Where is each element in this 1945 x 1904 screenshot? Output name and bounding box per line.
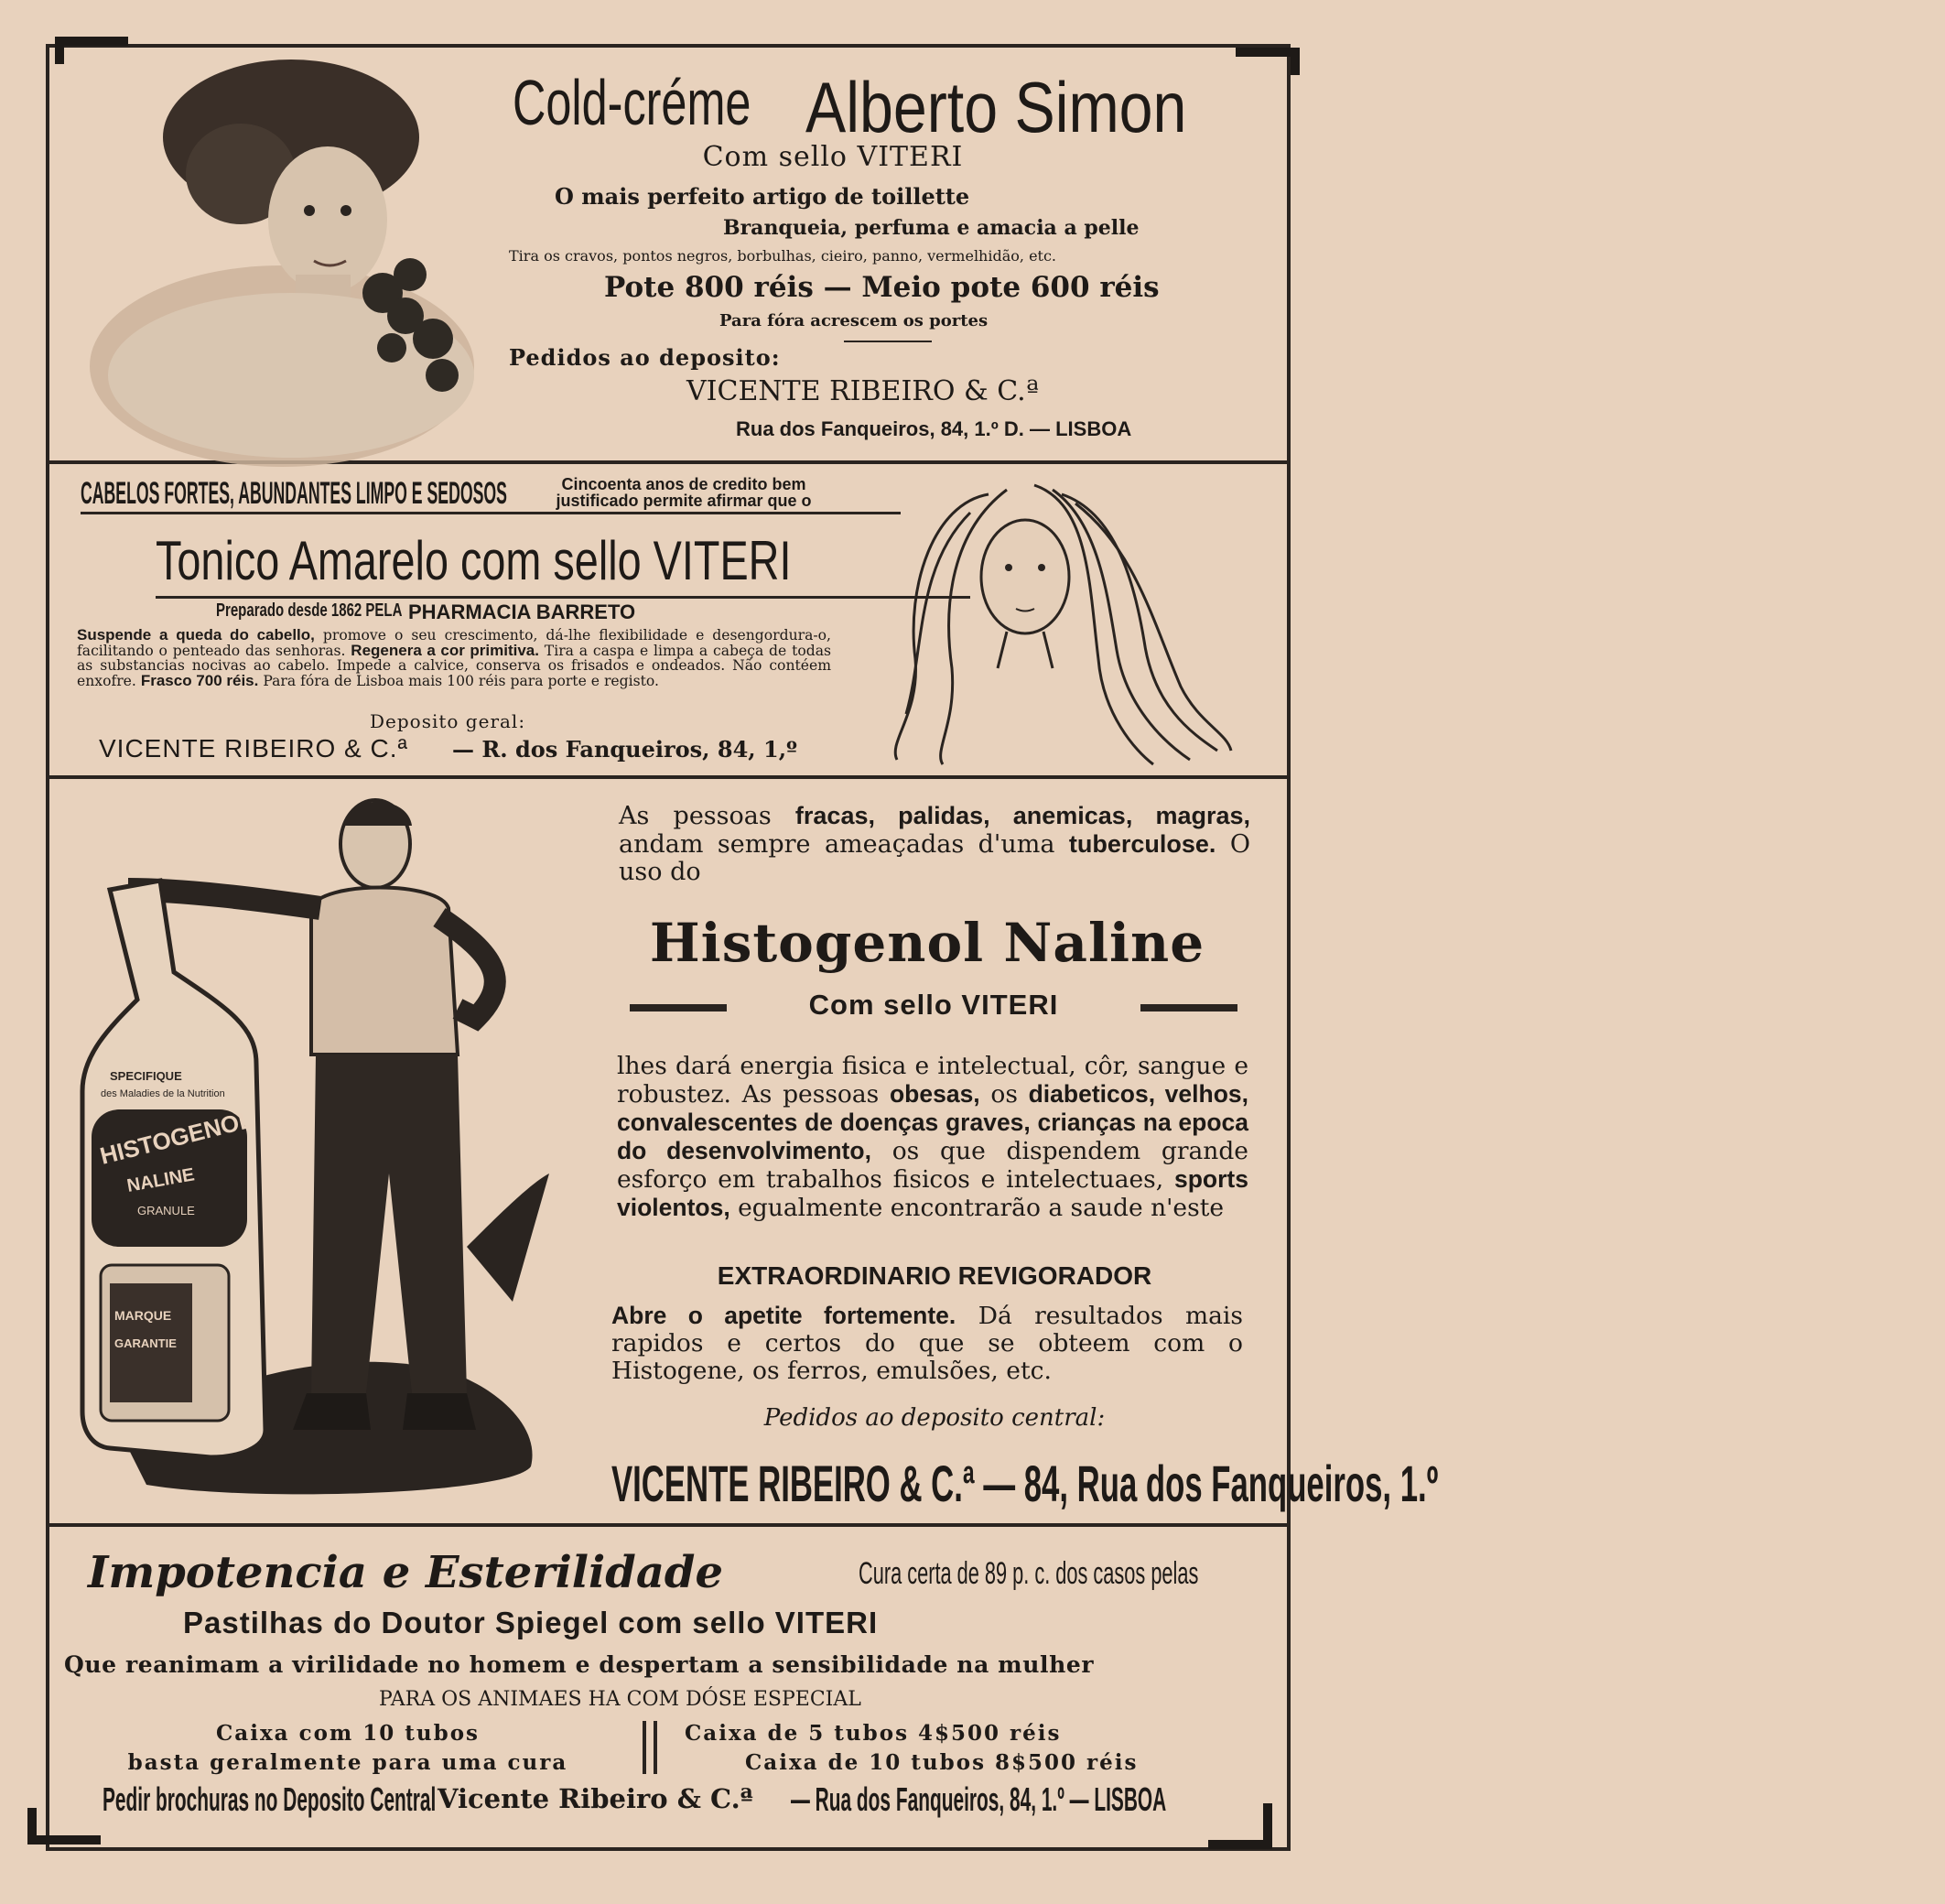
ad1-brand-wrap	[805, 66, 1254, 149]
ad3-body-b3: sports violentos,	[617, 1165, 1248, 1221]
ad3-seal-rule-left	[630, 1004, 727, 1012]
ad3-body-t2: os	[979, 1080, 1029, 1109]
ad2-product: Tonico Amarelo com sello VITERI	[156, 530, 792, 591]
ad3-intro	[619, 802, 1250, 886]
ad3-company-wrap	[611, 1454, 1945, 1513]
ad1-title-brand: Alberto Simon	[805, 67, 1187, 147]
ad3-body-t3: os que dispendem grande esforço em trabalhos fisicos e intelectuaes,	[617, 1137, 1248, 1194]
ad2-body-b2: Regenera a cor primitiva.	[351, 641, 539, 659]
corner-ornament-bottom-left	[27, 1808, 101, 1844]
ad2-credit: Cincoenta anos de credito bem justificado permite afirmar que o	[556, 475, 812, 510]
ad2-prep-prefix: Preparado desde 1862 PELA	[216, 600, 403, 621]
ad2-headline: CABELOS FORTES, ABUNDANTES LIMPO E SEDOSOS	[81, 476, 507, 511]
ad4-tagline: Que reanimam a virilidade no homem e despertam a sensibilidade na mulher	[64, 1651, 1095, 1678]
ad2-body-b1: Suspende a queda do cabello,	[77, 626, 315, 644]
ad3-revigorador: EXTRAORDINARIO REVIGORADOR	[717, 1261, 1152, 1290]
ad3-product: Histogenol Naline	[649, 912, 1205, 974]
ad4-box-left-2: basta geralmente para uma cura	[127, 1750, 568, 1775]
ad3-intro-t3: O uso do	[619, 830, 1250, 886]
ad1-rule	[844, 341, 932, 342]
bottle-label-5: GRANULE	[137, 1204, 195, 1217]
ad2-body	[77, 628, 831, 688]
ad1-title	[513, 66, 844, 139]
ad1-seal: Com sello VITERI	[702, 141, 964, 173]
ad3-seal: Com sello VITERI	[808, 989, 1059, 1021]
ad4-box-right-1: Caixa de 5 tubos 4$500 réis	[685, 1721, 1062, 1746]
ad2-deposit-address: — R. dos Fanqueiros, 84, 1,º	[452, 736, 798, 763]
ad3-appetite-t: Dá resultados mais rapidos e certos do que se obteem com o Histogene, os ferros, emulsões, etc.	[611, 1302, 1243, 1385]
ad4-product: Pastilhas do Doutor Spiegel com sello VITERI	[183, 1606, 879, 1639]
ad4-separator-b	[654, 1721, 657, 1774]
ad3-intro-t2: andam sempre ameaçadas d'uma	[619, 830, 1069, 859]
bottle-label-7: GARANTIE	[114, 1336, 177, 1350]
ad4-cure: Cura certa de 89 p. c. dos casos pelas	[859, 1556, 1199, 1591]
ad3-body-t4: egualmente encontrarão a saude n'este	[729, 1194, 1225, 1222]
ad1-line1: O mais perfeito artigo de toillette	[555, 183, 970, 210]
ad3-body-b2: diabeticos, velhos, convalescentes de doenças graves, crianças na epoca do desenvolvimento,	[617, 1080, 1248, 1164]
ad3-appetite	[611, 1302, 1243, 1385]
ad4-separator-a	[643, 1721, 646, 1774]
long-haired-woman-illustration	[879, 476, 1236, 769]
ad2-body-b3: Frasco 700 réis.	[140, 671, 259, 689]
ad3-body-b1: obesas,	[889, 1080, 980, 1108]
ad2-deposit-company: VICENTE RIBEIRO & C.ª	[99, 734, 408, 763]
bottle-label-4: NALINE	[125, 1164, 197, 1196]
bottle-label-3: HISTOGENOL	[97, 1105, 256, 1170]
ad3-intro-b1: fracas, palidas, anemicas, magras,	[794, 802, 1250, 829]
ad4-box-right	[685, 1719, 1139, 1778]
strongman-with-bottle-illustration	[73, 789, 586, 1512]
ad1-company: VICENTE RIBEIRO & C.ª	[686, 375, 1039, 407]
woman-portrait-illustration	[81, 64, 483, 449]
ad4-title: Impotencia e Esterilidade	[88, 1547, 724, 1598]
ad2-body-t1: promove o seu crescimento, dá-lhe flexibilidade e desengordura-o, facilitando o penteado das senhoras.	[77, 627, 831, 659]
ad2-deposit-label: Deposito geral:	[370, 710, 526, 732]
ad1-line3: Tira os cravos, pontos negros, borbulhas, cieiro, panno, vermelhidão, etc.	[509, 247, 1057, 265]
ad4-footer-address-wrap	[791, 1780, 1438, 1819]
ad1-title-prefix: Cold-créme	[513, 67, 751, 138]
ad1-orders: Pedidos ao deposito:	[509, 344, 781, 371]
divider-3	[46, 1523, 1291, 1527]
ad3-body	[617, 1053, 1248, 1222]
ad4-footer-address: — Rua dos Fanqueiros, 84, 1.º — LISBOA	[791, 1780, 1167, 1818]
ad4-cure-wrap	[859, 1556, 1389, 1592]
ad1-address: Rua dos Fanqueiros, 84, 1.º D. — LISBOA	[736, 417, 1132, 440]
ad2-product-wrap	[156, 529, 970, 599]
bottle-label-2: des Maladies de la Nutrition	[101, 1088, 225, 1099]
ad4-box-right-2: Caixa de 10 tubos 8$500 réis	[745, 1750, 1139, 1775]
ad3-body-t1: lhes dará energia fisica e intelectual, côr, sangue e robustez. As pessoas	[617, 1052, 1248, 1109]
bottle-label-6: MARQUE	[114, 1308, 172, 1323]
bottle-label-1: SPECIFIQUE	[110, 1069, 182, 1083]
ad4-footer-company: Vicente Ribeiro & C.ª	[438, 1783, 753, 1814]
ad2-prep-pharmacy: PHARMACIA BARRETO	[408, 600, 636, 623]
ad1-line2: Branqueia, perfuma e amacia a pelle	[723, 216, 1140, 240]
corner-ornament-top-left	[55, 37, 128, 64]
ad1-price: Pote 800 réis — Meio pote 600 réis	[604, 271, 1160, 304]
ad4-footer-prefix: Pedir brochuras no Deposito Central	[103, 1780, 437, 1818]
ad3-intro-t1: As pessoas	[619, 802, 795, 830]
ad3-orders: Pedidos ao deposito central:	[763, 1404, 1106, 1432]
ad1-postage: Para fóra acrescem os portes	[719, 311, 989, 330]
ad2-body-t2: Tira a caspa e limpa a cabeça de todas as substancias nocivas ao cabelo. Impede a calvice, conserva os frisados e ondeados. Não contéem enxofre.	[77, 642, 832, 689]
ad2-body-t3: Para fóra de Lisboa mais 100 réis para porte e registo.	[258, 672, 659, 689]
ad3-company-line: VICENTE RIBEIRO & C.ª — 84, Rua dos Fanqueiros, 1.º	[611, 1455, 1439, 1512]
ad4-box-left-1: Caixa com 10 tubos	[216, 1721, 480, 1746]
ad3-intro-b2: tuberculose.	[1068, 830, 1216, 858]
ad4-box-left	[73, 1719, 622, 1778]
ad3-seal-rule-right	[1140, 1004, 1237, 1012]
divider-2	[46, 775, 1291, 779]
ad4-animals: PARA OS ANIMAES HA COM DÓSE ESPECIAL	[379, 1688, 861, 1711]
ad3-appetite-b: Abre o apetite fortemente.	[611, 1302, 956, 1329]
